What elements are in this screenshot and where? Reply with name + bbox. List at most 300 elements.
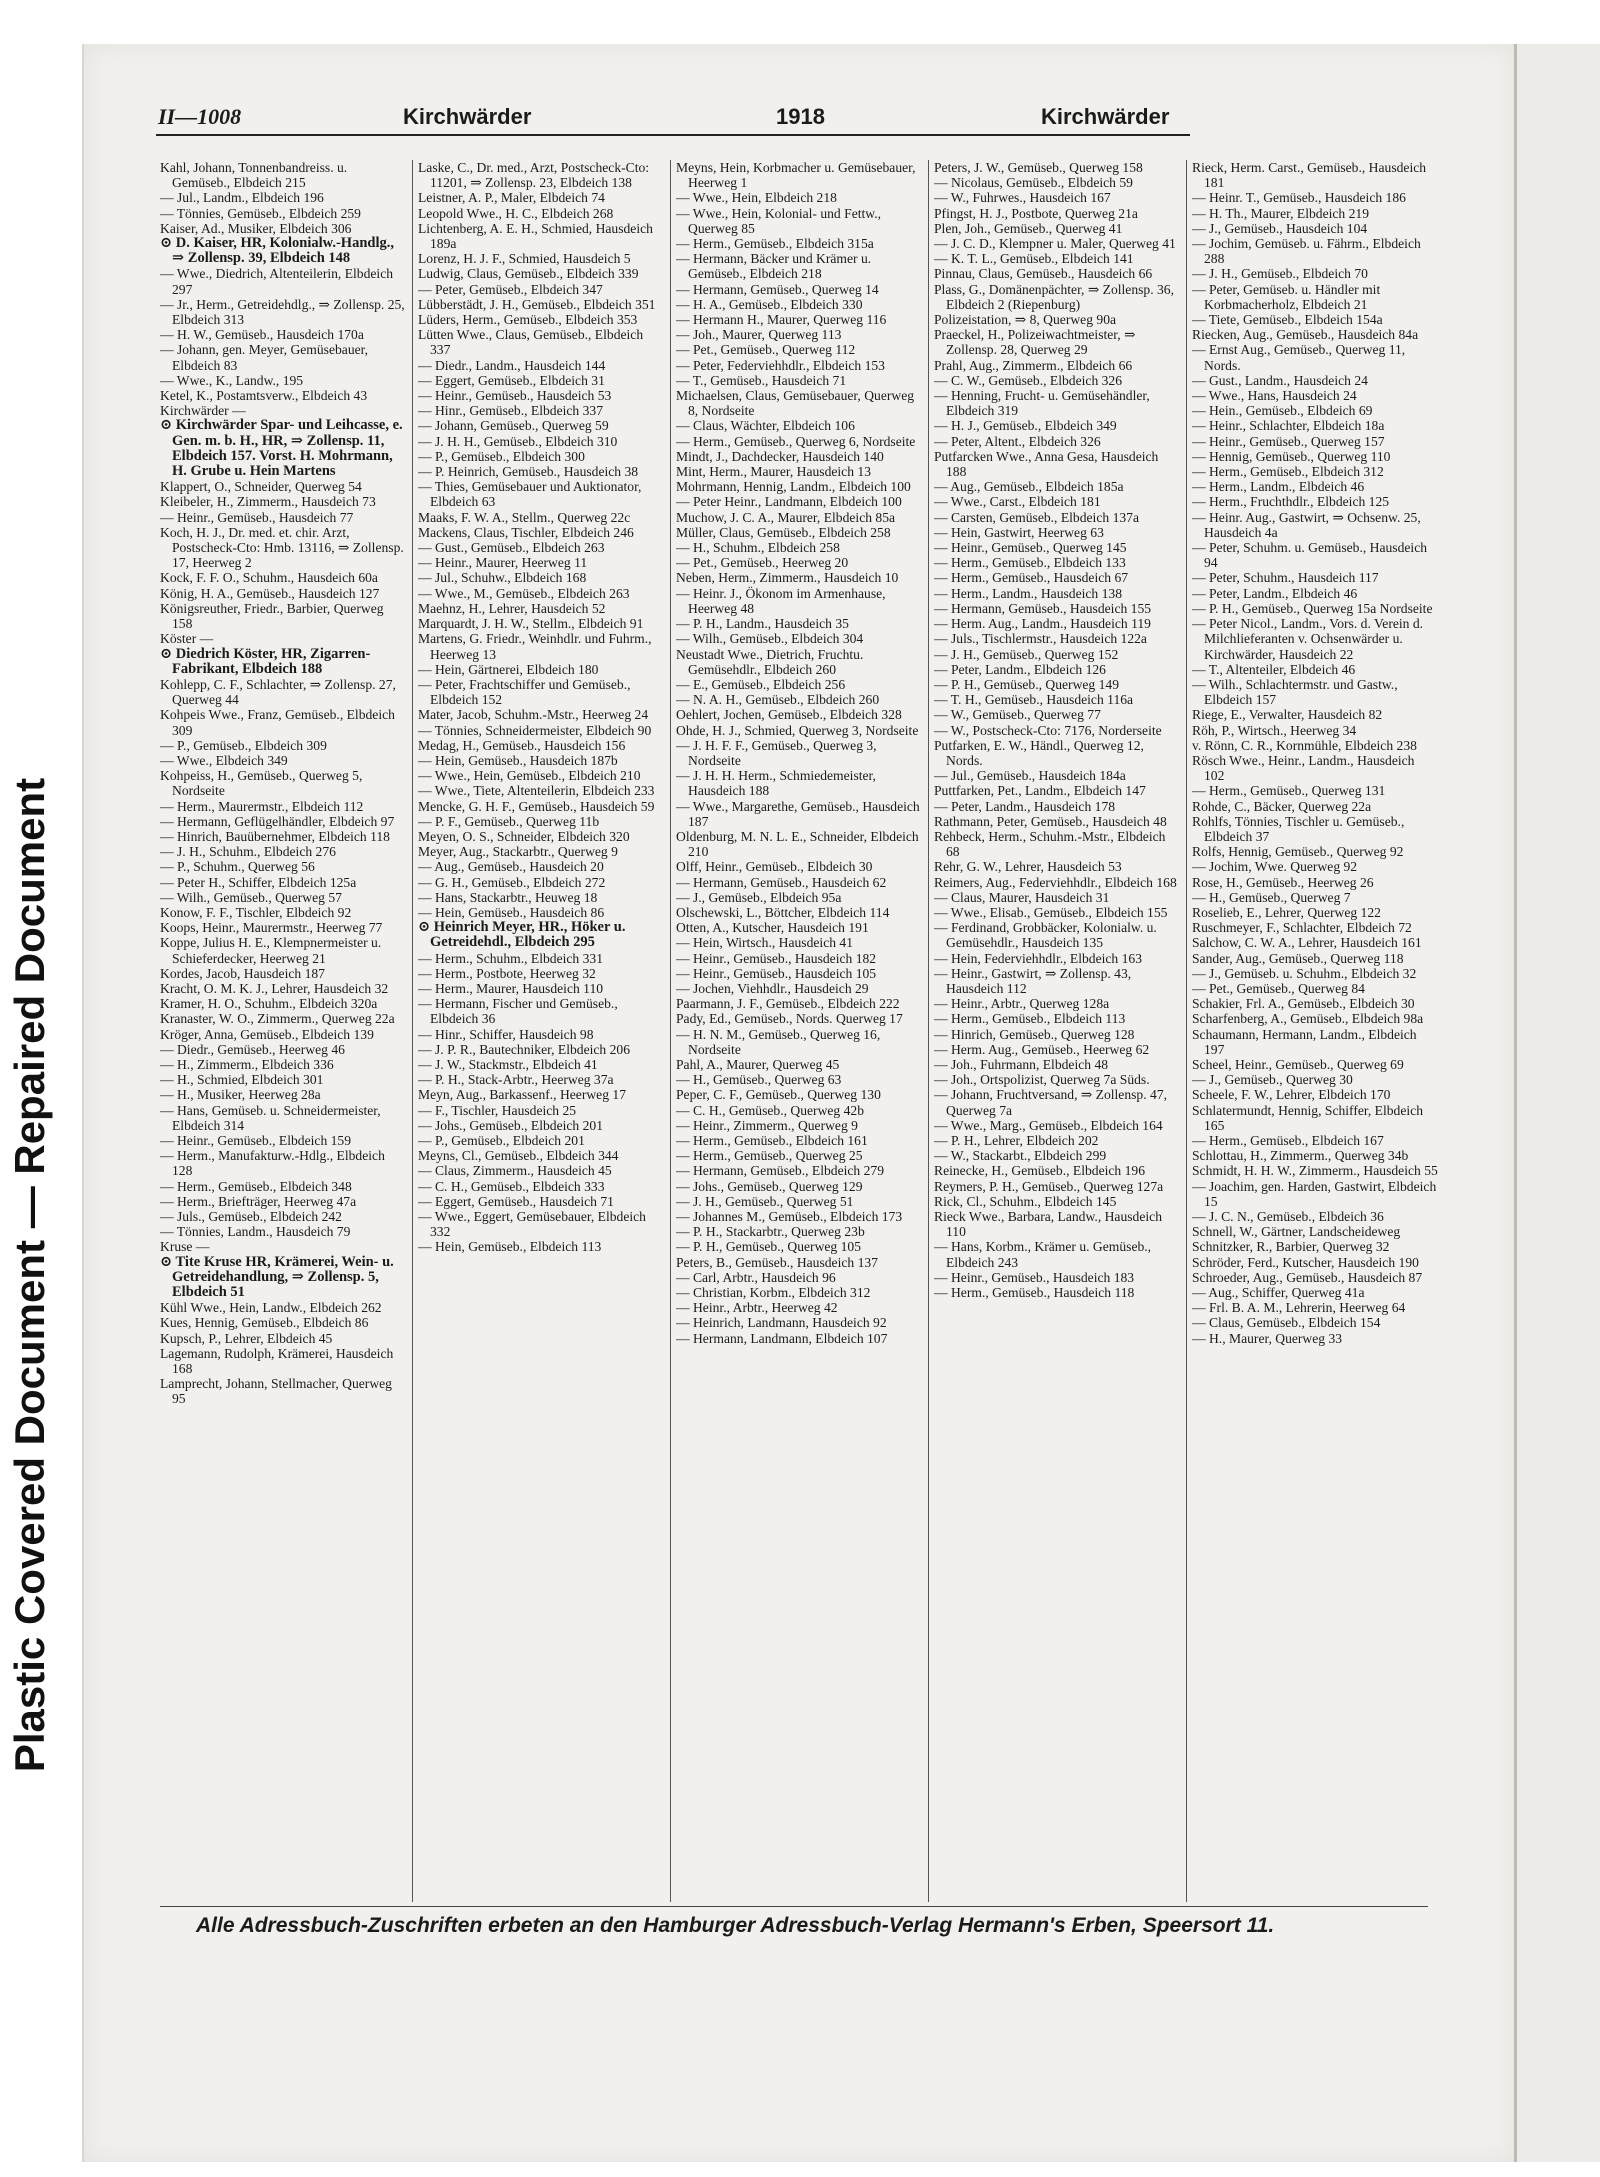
directory-entry: — J. P. R., Bautechniker, Elbdeich 206 — [418, 1041, 631, 1057]
directory-entry: — Diedr., Gemüseb., Heerweg 46 — [160, 1041, 345, 1057]
directory-entry: Maehnz, H., Lehrer, Hausdeich 52 — [418, 600, 606, 616]
directory-entry: — Nicolaus, Gemüseb., Elbdeich 59 — [934, 175, 1133, 191]
directory-entry: — T. H., Gemüseb., Hausdeich 116a — [934, 692, 1134, 708]
directory-entry: — Jul., Landm., Elbdeich 196 — [160, 190, 324, 206]
directory-entry: — Gust., Landm., Hausdeich 24 — [1192, 372, 1368, 388]
directory-entry: — Herm., Maurer, Hausdeich 110 — [418, 980, 604, 996]
directory-entry: — Heinr., Gemüseb., Hausdeich 183 — [934, 1269, 1135, 1285]
directory-entry: Pinnau, Claus, Gemüseb., Hausdeich 66 — [934, 266, 1153, 282]
directory-entry: — Johann, gen. Meyer, Gemüsebauer, Elbdeich 83 — [160, 342, 369, 373]
directory-entry: — Ernst Aug., Gemüseb., Querweg 11, Nords. — [1192, 342, 1406, 373]
directory-entry: — Wwe., Hein, Kolonial- und Fettw., Querweg 85 — [676, 205, 882, 236]
directory-entry: — Johs., Gemüseb., Querweg 129 — [676, 1178, 863, 1194]
directory-entry: — Heinr., Gemüseb., Hausdeich 53 — [418, 388, 612, 404]
directory-entry: — C. H., Gemüseb., Elbdeich 333 — [418, 1178, 605, 1194]
directory-entry: Kordes, Jacob, Hausdeich 187 — [160, 965, 325, 981]
directory-entry: — J., Gemüseb., Hausdeich 104 — [1192, 220, 1368, 236]
directory-entry: Pfingst, H. J., Postbote, Querweg 21a — [934, 205, 1138, 221]
directory-entry: Sander, Aug., Gemüseb., Querweg 118 — [1192, 950, 1404, 966]
directory-entry: Mindt, J., Dachdecker, Hausdeich 140 — [676, 448, 884, 464]
directory-entry: Medag, H., Gemüseb., Hausdeich 156 — [418, 737, 626, 753]
directory-entry: ⊙ Tite Kruse HR, Krämerei, Wein- u. Getreidehandlung, ⇒ Zollensp. 5, Elbdeich 51 — [160, 1253, 394, 1301]
directory-entry: König, H. A., Gemüseb., Hausdeich 127 — [160, 585, 380, 601]
directory-entry: — K. T. L., Gemüseb., Elbdeich 141 — [934, 251, 1134, 267]
directory-entry: — Wilh., Gemüseb., Querweg 57 — [160, 889, 342, 905]
directory-entry: — W., Fuhrwes., Hausdeich 167 — [934, 190, 1111, 206]
directory-entry: Rohde, C., Bäcker, Querweg 22a — [1192, 798, 1372, 814]
directory-entry: Otten, A., Kutscher, Hausdeich 191 — [676, 920, 869, 936]
side-stamp-text: Plastic Covered Document — Repaired Document — [6, 777, 53, 1773]
directory-entry: — Herm., Gemüseb., Elbdeich 348 — [160, 1178, 352, 1194]
directory-entry: Lüders, Herm., Gemüseb., Elbdeich 353 — [418, 312, 638, 328]
directory-entry: — Pet., Gemüseb., Heerweg 20 — [676, 555, 849, 571]
directory-entry: ⊙ Diedrich Köster, HR, Zigarren-Fabrikant, Elbdeich 188 — [160, 645, 371, 677]
directory-entry: — P. F., Gemüseb., Querweg 11b — [418, 813, 600, 829]
directory-entry: — Juls., Gemüseb., Elbdeich 242 — [160, 1209, 342, 1225]
directory-entry: Rose, H., Gemüseb., Heerweg 26 — [1192, 874, 1374, 890]
directory-entry: Königsreuther, Friedr., Barbier, Querweg 158 — [160, 600, 384, 632]
directory-entry: — W., Stackarbt., Elbdeich 299 — [934, 1148, 1107, 1164]
column-divider — [928, 160, 929, 1902]
directory-entry: — Herm., Gemüseb., Querweg 25 — [676, 1148, 863, 1164]
directory-entry: — Diedr., Landm., Hausdeich 144 — [418, 357, 606, 373]
directory-entry: — Juls., Tischlermstr., Hausdeich 122a — [934, 631, 1147, 647]
directory-entry: — Herm., Landm., Elbdeich 46 — [1192, 479, 1365, 495]
directory-entry: — J., Gemüseb., Querweg 30 — [1192, 1072, 1353, 1088]
directory-entry: — Heinr., Zimmerm., Querweg 9 — [676, 1117, 858, 1133]
directory-entry: — Wwe., Hans, Hausdeich 24 — [1192, 388, 1357, 404]
directory-entry: — Wwe., Tiete, Altenteilerin, Elbdeich 233 — [418, 783, 655, 799]
directory-entry: Kock, F. F. O., Schuhm., Hausdeich 60a — [160, 570, 378, 586]
directory-entry: — W., Postscheck-Cto: 7176, Norderseite — [934, 722, 1162, 738]
directory-entry: Lamprecht, Johann, Stellmacher, Querweg 95 — [160, 1376, 392, 1407]
directory-entry: — Wwe., Elbdeich 349 — [160, 752, 288, 768]
directory-entry: — Heinr., Gemüseb., Hausdeich 182 — [676, 950, 877, 966]
directory-entry: — Herm., Landm., Hausdeich 138 — [934, 585, 1123, 601]
directory-entry: Kranaster, W. O., Zimmerm., Querweg 22a — [160, 1011, 395, 1027]
directory-entry: — Eggert, Gemüseb., Elbdeich 31 — [418, 372, 605, 388]
directory-entry: — Tönnies, Landm., Hausdeich 79 — [160, 1224, 351, 1240]
directory-entry: — H. W., Gemüseb., Hausdeich 170a — [160, 327, 364, 343]
directory-entry: Köster — — [160, 631, 214, 647]
directory-entry: — Hein, Wirtsch., Hausdeich 41 — [676, 935, 854, 951]
next-page-edge — [1514, 44, 1600, 2162]
directory-entry: Schnell, W., Gärtner, Landscheideweg — [1192, 1224, 1401, 1240]
directory-entry: — H. N. M., Gemüseb., Querweg 16, Nordseite — [676, 1026, 881, 1057]
directory-entry: Putfarcken Wwe., Anna Gesa, Hausdeich 188 — [934, 448, 1159, 480]
directory-entry: Rieck Wwe., Barbara, Landw., Hausdeich 110 — [934, 1209, 1162, 1240]
directory-entry: Laske, C., Dr. med., Arzt, Postscheck-Cto: 11201, ⇒ Zollensp. 23, Elbdeich 138 — [418, 160, 650, 191]
footer-notice: Alle Adressbuch-Zuschriften erbeten an den Hamburger Adressbuch-Verlag Hermann's Erben, Speersort 11. — [196, 1914, 1275, 1937]
directory-entry: v. Rönn, C. R., Kornmühle, Elbdeich 238 — [1192, 737, 1417, 753]
directory-entry: — Gust., Gemüseb., Elbdeich 263 — [418, 540, 605, 556]
directory-entry: — Hinr., Schiffer, Hausdeich 98 — [418, 1026, 594, 1042]
directory-entry: Mater, Jacob, Schuhm.-Mstr., Heerweg 24 — [418, 707, 649, 723]
directory-entry: — J., Gemüseb. u. Schuhm., Elbdeich 32 — [1192, 965, 1417, 981]
directory-entry: — Wwe., Diedrich, Altenteilerin, Elbdeich 297 — [160, 266, 394, 297]
directory-entry: — Claus, Wächter, Elbdeich 106 — [676, 418, 855, 434]
directory-entry: — Wwe., M., Gemüseb., Elbdeich 263 — [418, 585, 630, 601]
directory-entry: Kahl, Johann, Tonnenbandreiss. u. Gemüseb., Elbdeich 215 — [160, 160, 348, 191]
directory-entry: Kupsch, P., Lehrer, Elbdeich 45 — [160, 1330, 333, 1346]
directory-entry: Rösch Wwe., Heinr., Landm., Hausdeich 102 — [1192, 752, 1415, 784]
directory-entry: — Peter, Gemüseb., Elbdeich 347 — [418, 281, 603, 297]
directory-entry: Rick, Cl., Schuhm., Elbdeich 145 — [934, 1193, 1117, 1209]
directory-entry: — H. J., Gemüseb., Elbdeich 349 — [934, 418, 1117, 434]
directory-entry: — Jochen, Viehhdlr., Hausdeich 29 — [676, 980, 869, 996]
directory-entry: — Henning, Frucht- u. Gemüsehändler, Elbdeich 319 — [934, 388, 1150, 419]
directory-entry: — Jr., Herm., Getreidehdlg., ⇒ Zollensp. 25, Elbdeich 313 — [160, 296, 405, 328]
directory-entry: — Wwe., Carst., Elbdeich 181 — [934, 494, 1101, 510]
column-divider — [1186, 160, 1187, 1902]
directory-entry: — Johannes M., Gemüseb., Elbdeich 173 — [676, 1209, 903, 1225]
directory-entry: — J. H. H., Gemüseb., Elbdeich 310 — [418, 433, 618, 449]
directory-entry: — P. H., Gemüseb., Querweg 15a Nordseite — [1192, 600, 1433, 616]
directory-entry: — J. H., Gemüseb., Elbdeich 70 — [1192, 266, 1368, 282]
directory-entry: — Joh., Maurer, Querweg 113 — [676, 327, 842, 343]
directory-entry: — P., Gemüseb., Elbdeich 309 — [160, 737, 327, 753]
directory-entry: — F., Tischler, Hausdeich 25 — [418, 1102, 577, 1118]
directory-entry: — Hans, Gemüseb. u. Schneidermeister, Elbdeich 314 — [160, 1102, 381, 1133]
directory-entry: Peters, J. W., Gemüseb., Querweg 158 — [934, 160, 1143, 175]
directory-entry: Neben, Herm., Zimmerm., Hausdeich 10 — [676, 570, 899, 586]
directory-entry: — Peter, Landm., Elbdeich 46 — [1192, 585, 1358, 601]
directory-entry: Oehlert, Jochen, Gemüseb., Elbdeich 328 — [676, 707, 902, 723]
directory-entry: Kröger, Anna, Gemüseb., Elbdeich 139 — [160, 1026, 374, 1042]
directory-entry: Paarmann, J. F., Gemüseb., Elbdeich 222 — [676, 996, 900, 1012]
directory-entry: Röh, P., Wirtsch., Heerweg 34 — [1192, 722, 1357, 738]
directory-entry: Polizeistation, ⇒ 8, Querweg 90a — [934, 312, 1117, 328]
directory-entry: — Jul., Gemüseb., Hausdeich 184a — [934, 768, 1126, 784]
directory-entry: — Hermann, Landmann, Elbdeich 107 — [676, 1330, 888, 1346]
directory-entry: — Hermann, Gemüseb., Hausdeich 62 — [676, 874, 887, 890]
directory-entry: Michaelsen, Claus, Gemüsebauer, Querweg 8, Nordseite — [676, 388, 915, 419]
directory-entry: — Heinr., Schlachter, Elbdeich 18a — [1192, 418, 1385, 434]
directory-entry: — Peter, Frachtschiffer und Gemüseb., Elbdeich 152 — [418, 676, 631, 708]
directory-entry: — Peter, Schuhm. u. Gemüseb., Hausdeich 94 — [1192, 540, 1428, 571]
directory-entry: Oldenburg, M. N. L. E., Schneider, Elbdeich 210 — [676, 828, 919, 860]
directory-entry: — Joh., Fuhrmann, Elbdeich 48 — [934, 1056, 1109, 1072]
column-divider — [412, 160, 413, 1902]
directory-entry: — Peter, Landm., Hausdeich 178 — [934, 798, 1116, 814]
directory-entry: — Claus, Gemüseb., Elbdeich 154 — [1192, 1315, 1381, 1331]
directory-entry: Kramer, H. O., Schuhm., Elbdeich 320a — [160, 996, 378, 1012]
directory-entry: Ruschmeyer, F., Schlachter, Elbdeich 72 — [1192, 920, 1412, 936]
directory-entry: Schaumann, Hermann, Landm., Elbdeich 197 — [1192, 1026, 1417, 1057]
directory-entry: Mencke, G. H. F., Gemüseb., Hausdeich 59 — [418, 798, 655, 814]
directory-entry: Ohde, H. J., Schmied, Querweg 3, Nordseite — [676, 722, 919, 738]
directory-entry: Roselieb, E., Lehrer, Querweg 122 — [1192, 904, 1381, 920]
directory-entry: — W., Gemüseb., Querweg 77 — [934, 707, 1101, 723]
directory-entry: — Heinr., Gemüseb., Querweg 145 — [934, 540, 1127, 556]
directory-entry: Lagemann, Rudolph, Krämerei, Hausdeich 168 — [160, 1345, 394, 1377]
directory-entry: Kohpeiss, H., Gemüseb., Querweg 5, Nordseite — [160, 768, 363, 799]
directory-entry: Kaiser, Ad., Musiker, Elbdeich 306 — [160, 220, 352, 236]
directory-entry: — P. H., Stack-Arbtr., Heerweg 37a — [418, 1072, 614, 1088]
directory-entry: — Heinr., Maurer, Heerweg 11 — [418, 555, 588, 571]
directory-entry: — T., Gemüseb., Hausdeich 71 — [676, 372, 847, 388]
directory-entry: — Herm., Gemüseb., Querweg 131 — [1192, 783, 1386, 799]
directory-columns — [160, 160, 1438, 1902]
directory-entry: — Heinr. J., Ökonom im Armenhause, Heerweg 48 — [676, 585, 886, 616]
directory-entry: — Peter H., Schiffer, Elbdeich 125a — [160, 874, 357, 890]
directory-entry: — Peter, Landm., Elbdeich 126 — [934, 661, 1106, 677]
directory-entry: Leistner, A. P., Maler, Elbdeich 74 — [418, 190, 605, 206]
directory-entry: — Heinrich, Landmann, Hausdeich 92 — [676, 1315, 887, 1331]
directory-entry: — Hermann, Geflügelhändler, Elbdeich 97 — [160, 813, 395, 829]
directory-entry: Kruse — — [160, 1239, 210, 1255]
directory-entry: Olff, Heinr., Gemüseb., Elbdeich 30 — [676, 859, 873, 875]
directory-entry: — Hennig, Gemüseb., Querweg 110 — [1192, 448, 1391, 464]
directory-entry: — P. Heinrich, Gemüseb., Hausdeich 38 — [418, 464, 639, 480]
directory-entry: Ketel, K., Postamtsverw., Elbdeich 43 — [160, 388, 368, 404]
directory-entry: — Hein, Gärtnerei, Elbdeich 180 — [418, 661, 599, 677]
directory-entry: Scharfenberg, A., Gemüseb., Elbdeich 98a — [1192, 1011, 1424, 1027]
directory-entry: Kirchwärder — — [160, 403, 246, 419]
directory-entry: — J. C. D., Klempner u. Maler, Querweg 41 — [934, 236, 1176, 252]
directory-entry: — Herm. Aug., Landm., Hausdeich 119 — [934, 616, 1151, 632]
directory-entry: — Peter, Schuhm., Hausdeich 117 — [1192, 570, 1379, 586]
directory-entry: — Herm., Briefträger, Heerweg 47a — [160, 1193, 357, 1209]
directory-entry: — J. H., Gemüseb., Querweg 152 — [934, 646, 1119, 662]
directory-entry: — Heinr. T., Gemüseb., Hausdeich 186 — [1192, 190, 1406, 206]
directory-entry: — Tönnies, Gemüseb., Elbdeich 259 — [160, 205, 361, 221]
directory-entry: Müller, Claus, Gemüseb., Elbdeich 258 — [676, 524, 891, 540]
directory-entry: — Herm., Gemüseb., Hausdeich 118 — [934, 1285, 1135, 1301]
directory-entry: — Pet., Gemüseb., Querweg 112 — [676, 342, 856, 358]
directory-entry: Kues, Hennig, Gemüseb., Elbdeich 86 — [160, 1315, 369, 1331]
directory-entry: Koops, Heinr., Maurermstr., Heerweg 77 — [160, 920, 383, 936]
directory-entry: — P. H., Landm., Hausdeich 35 — [676, 616, 849, 632]
directory-entry: — Eggert, Gemüseb., Hausdeich 71 — [418, 1193, 614, 1209]
directory-entry: — H., Musiker, Heerweg 28a — [160, 1087, 321, 1103]
column-5 — [1192, 160, 1438, 1902]
directory-entry: — Heinr., Gemüseb., Hausdeich 77 — [160, 509, 354, 525]
directory-entry: — Wilh., Gemüseb., Elbdeich 304 — [676, 631, 864, 647]
directory-entry: Putfarken, E. W., Händl., Querweg 12, Nords. — [934, 737, 1144, 768]
directory-entry: — Claus, Zimmerm., Hausdeich 45 — [418, 1163, 612, 1179]
directory-entry: — H., Gemüseb., Querweg 7 — [1192, 889, 1351, 905]
directory-entry: — Hein, Gastwirt, Heerweg 63 — [934, 524, 1104, 540]
directory-entry: Lorenz, H. J. F., Schmied, Hausdeich 5 — [418, 251, 631, 267]
directory-entry: Schroeder, Aug., Gemüseb., Hausdeich 87 — [1192, 1269, 1423, 1285]
directory-entry: Olschewski, L., Böttcher, Elbdeich 114 — [676, 904, 890, 920]
directory-entry: — Herm., Fruchthdlr., Elbdeich 125 — [1192, 494, 1390, 510]
directory-entry: Meyns, Cl., Gemüseb., Elbdeich 344 — [418, 1148, 619, 1164]
directory-entry: — Johs., Gemüseb., Elbdeich 201 — [418, 1117, 604, 1133]
directory-entry: Kohpeis Wwe., Franz, Gemüseb., Elbdeich 309 — [160, 707, 395, 738]
directory-entry: — P. H., Lehrer, Elbdeich 202 — [934, 1133, 1099, 1148]
directory-entry: — Herm., Gemüseb., Elbdeich 167 — [1192, 1133, 1384, 1148]
column-4 — [934, 160, 1180, 1902]
directory-entry: Schnitzker, R., Barbier, Querweg 32 — [1192, 1239, 1390, 1255]
directory-entry: Peters, B., Gemüseb., Hausdeich 137 — [676, 1254, 878, 1270]
directory-entry: — Hein, Federviehhdlr., Elbdeich 163 — [934, 950, 1143, 966]
directory-entry: Plen, Joh., Gemüseb., Querweg 41 — [934, 220, 1123, 236]
directory-entry: — Hermann, Gemüseb., Elbdeich 279 — [676, 1163, 885, 1179]
directory-entry: — Herm., Schuhm., Elbdeich 331 — [418, 950, 603, 966]
directory-entry: — Hinrich, Gemüseb., Querweg 128 — [934, 1026, 1135, 1042]
directory-entry: — Herm., Gemüseb., Elbdeich 161 — [676, 1133, 868, 1148]
directory-entry: Kühl Wwe., Hein, Landw., Elbdeich 262 — [160, 1300, 382, 1316]
directory-entry: — Thies, Gemüsebauer und Auktionator, Elbdeich 63 — [418, 479, 642, 510]
directory-entry: — H., Gemüseb., Querweg 63 — [676, 1072, 842, 1088]
directory-entry: — P. H., Gemüseb., Querweg 149 — [934, 676, 1120, 692]
directory-entry: — Peter, Altent., Elbdeich 326 — [934, 433, 1101, 449]
directory-entry: — Hermann, Gemüseb., Hausdeich 155 — [934, 600, 1152, 616]
directory-entry: — J. H. F. F., Gemüseb., Querweg 3, Nordseite — [676, 737, 877, 768]
directory-entry: — Hermann, Bäcker und Krämer u. Gemüseb., Elbdeich 218 — [676, 251, 872, 282]
directory-entry: — H., Zimmerm., Elbdeich 336 — [160, 1056, 334, 1072]
directory-entry: — Hein, Gemüseb., Hausdeich 187b — [418, 752, 618, 768]
directory-entry: — Hein, Gemüseb., Elbdeich 113 — [418, 1239, 602, 1255]
directory-entry: Konow, F. F., Tischler, Elbdeich 92 — [160, 904, 352, 920]
directory-entry: Salchow, C. W. A., Lehrer, Hausdeich 161 — [1192, 935, 1422, 951]
directory-entry: ⊙ D. Kaiser, HR, Kolonialw.-Handlg., ⇒ Zollensp. 39, Elbdeich 148 — [160, 235, 394, 267]
directory-entry: Schlottau, H., Zimmerm., Querweg 34b — [1192, 1148, 1409, 1164]
directory-entry: Lichtenberg, A. E. H., Schmied, Hausdeich 189a — [418, 220, 653, 252]
directory-entry: — P., Schuhm., Querweg 56 — [160, 859, 315, 875]
directory-entry: — Jul., Schuhw., Elbdeich 168 — [418, 570, 587, 586]
directory-entry: — Peter, Federviehhdlr., Elbdeich 153 — [676, 357, 885, 373]
directory-entry: Koppe, Julius H. E., Klempnermeister u. Schieferdecker, Heerweg 21 — [160, 935, 382, 966]
directory-entry: — Wilh., Schlachtermstr. und Gastw., Elbdeich 157 — [1192, 676, 1398, 708]
page-header — [86, 104, 1176, 134]
column-3 — [676, 160, 922, 1902]
directory-entry: Meyn, Aug., Barkassenf., Heerweg 17 — [418, 1087, 627, 1103]
directory-entry: — Hans, Korbm., Krämer u. Gemüseb., Elbdeich 243 — [934, 1239, 1152, 1270]
directory-entry: — Hinr., Gemüseb., Elbdeich 337 — [418, 403, 603, 419]
directory-entry: Scheel, Heinr., Gemüseb., Querweg 69 — [1192, 1056, 1404, 1072]
directory-entry: Pady, Ed., Gemüseb., Nords. Querweg 17 — [676, 1011, 903, 1027]
directory-entry: Reinecke, H., Gemüseb., Elbdeich 196 — [934, 1163, 1146, 1179]
page-number: II—1008 — [158, 104, 242, 129]
directory-entry: — Herm., Maurermstr., Elbdeich 112 — [160, 798, 364, 814]
directory-entry: Muchow, J. C. A., Maurer, Elbdeich 85a — [676, 509, 896, 525]
directory-entry: — Herm., Gemüseb., Elbdeich 113 — [934, 1011, 1126, 1027]
directory-entry: Koch, H. J., Dr. med. et. chir. Arzt, Postscheck-Cto: Hmb. 13116, ⇒ Zollensp. 17, Heerweg 2 — [160, 524, 404, 571]
directory-entry: Rohlfs, Tönnies, Tischler u. Gemüseb., Elbdeich 37 — [1192, 813, 1405, 844]
directory-entry: Schlatermundt, Hennig, Schiffer, Elbdeich 165 — [1192, 1102, 1423, 1133]
directory-entry: — Aug., Gemüseb., Elbdeich 185a — [934, 479, 1124, 495]
directory-entry: — J. H., Gemüseb., Querweg 51 — [676, 1193, 854, 1209]
directory-entry: — Hermann, Gemüseb., Querweg 14 — [676, 281, 879, 297]
directory-entry: — Herm., Gemüseb., Querweg 6, Nordseite — [676, 433, 916, 449]
directory-entry: — Peter Heinr., Landmann, Elbdeich 100 — [676, 494, 902, 510]
directory-entry: — Herm., Gemüseb., Elbdeich 315a — [676, 236, 874, 252]
directory-entry: ⊙ Heinrich Meyer, HR., Höker u. Getreidehdl., Elbdeich 295 — [418, 919, 626, 951]
directory-entry: — Hein., Gemüseb., Elbdeich 69 — [1192, 403, 1373, 419]
directory-entry: — Peter, Gemüseb. u. Händler mit Korbmacherholz, Elbdeich 21 — [1192, 281, 1381, 312]
directory-entry: Rehbeck, Herm., Schuhm.-Mstr., Elbdeich 68 — [934, 828, 1166, 860]
directory-entry: Mint, Herm., Maurer, Hausdeich 13 — [676, 464, 872, 480]
directory-entry: — J. W., Stackmstr., Elbdeich 41 — [418, 1056, 598, 1072]
directory-entry: — P., Gemüseb., Elbdeich 300 — [418, 448, 585, 464]
directory-entry: — C. W., Gemüseb., Elbdeich 326 — [934, 372, 1123, 388]
directory-entry: — Herm., Gemüseb., Elbdeich 133 — [934, 555, 1126, 571]
directory-entry: — P. H., Gemüseb., Querweg 105 — [676, 1239, 862, 1255]
directory-entry: Praeckel, H., Polizeiwachtmeister, ⇒ Zollensp. 28, Querweg 29 — [934, 327, 1136, 358]
directory-entry: — Aug., Gemüseb., Hausdeich 20 — [418, 859, 604, 875]
directory-entry: Marquardt, J. H. W., Stellm., Elbdeich 91 — [418, 616, 644, 632]
directory-entry: — H. A., Gemüseb., Elbdeich 330 — [676, 296, 863, 312]
directory-entry: Kracht, O. M. K. J., Lehrer, Hausdeich 32 — [160, 980, 389, 996]
directory-entry: — Frl. B. A. M., Lehrerin, Heerweg 64 — [1192, 1300, 1406, 1316]
directory-entry: Ludwig, Claus, Gemüseb., Elbdeich 339 — [418, 266, 639, 282]
directory-entry: — Aug., Schiffer, Querweg 41a — [1192, 1285, 1365, 1301]
directory-entry: Rieck, Herm. Carst., Gemüseb., Hausdeich 181 — [1192, 160, 1427, 191]
directory-entry: — Heinr., Gastwirt, ⇒ Zollensp. 43, Hausdeich 112 — [934, 965, 1132, 996]
directory-entry: Neustadt Wwe., Dietrich, Fruchtu. Gemüsehdlr., Elbdeich 260 — [676, 646, 864, 677]
side-stamp — [0, 400, 60, 2177]
directory-entry: Schröder, Ferd., Kutscher, Hausdeich 190 — [1192, 1254, 1419, 1270]
directory-entry: — Johann, Fruchtversand, ⇒ Zollensp. 47, Querweg 7a — [934, 1087, 1168, 1118]
directory-entry: — Ferdinand, Grobbäcker, Kolonialw. u. Gemüsehdlr., Hausdeich 135 — [934, 920, 1157, 951]
directory-entry: — J. H., Schuhm., Elbdeich 276 — [160, 844, 336, 860]
directory-entry: — Wwe., K., Landw., 195 — [160, 372, 304, 388]
directory-entry: — H., Schuhm., Elbdeich 258 — [676, 540, 840, 556]
header-place-left: Kirchwärder — [403, 104, 532, 129]
directory-entry: Reimers, Aug., Federviehhdlr., Elbdeich 168 — [934, 874, 1177, 890]
directory-entry: — Jochim, Wwe. Querweg 92 — [1192, 859, 1358, 875]
directory-entry: — Herm., Gemüseb., Elbdeich 312 — [1192, 464, 1384, 480]
directory-entry: — Christian, Korbm., Elbdeich 312 — [676, 1285, 871, 1301]
directory-entry: — T., Altenteiler, Elbdeich 46 — [1192, 661, 1356, 677]
directory-entry: Schmidt, H. H. W., Zimmerm., Hausdeich 55 — [1192, 1163, 1438, 1179]
directory-entry: Rehr, G. W., Lehrer, Hausdeich 53 — [934, 859, 1122, 875]
directory-entry: — P. H., Stackarbtr., Querweg 23b — [676, 1224, 865, 1240]
column-divider — [670, 160, 671, 1902]
directory-entry: — Hein, Gemüseb., Hausdeich 86 — [418, 904, 605, 920]
directory-entry: — Peter Nicol., Landm., Vors. d. Verein d. Milchlieferanten v. Ochsenwärder u. Kirchwärder, Hausdeich 22 — [1192, 616, 1424, 662]
directory-entry: — Carl, Arbtr., Hausdeich 96 — [676, 1269, 836, 1285]
directory-entry: Mackens, Claus, Tischler, Elbdeich 246 — [418, 524, 634, 540]
directory-entry: — Jochim, Gemüseb. u. Fährm., Elbdeich 288 — [1192, 236, 1421, 267]
header-place-right: Kirchwärder — [1041, 104, 1170, 129]
directory-entry: — J. C. N., Gemüseb., Elbdeich 36 — [1192, 1209, 1384, 1225]
directory-entry: — Heinr., Arbtr., Heerweg 42 — [676, 1300, 838, 1316]
directory-entry: Mohrmann, Hennig, Landm., Elbdeich 100 — [676, 479, 911, 495]
header-year: 1918 — [776, 104, 825, 129]
directory-entry: Rolfs, Hennig, Gemüseb., Querweg 92 — [1192, 844, 1404, 860]
directory-entry: — Hermann H., Maurer, Querweg 116 — [676, 312, 887, 328]
directory-entry: Schakier, Frl. A., Gemüseb., Elbdeich 30 — [1192, 996, 1415, 1012]
directory-entry: — Joachim, gen. Harden, Gastwirt, Elbdeich 15 — [1192, 1178, 1437, 1209]
directory-entry: Prahl, Aug., Zimmerm., Elbdeich 66 — [934, 357, 1133, 373]
directory-entry: — Heinr., Gemüseb., Querweg 157 — [1192, 433, 1385, 449]
directory-entry: — Heinr., Gemüseb., Elbdeich 159 — [160, 1133, 352, 1148]
directory-entry: — Wwe., Hein, Gemüseb., Elbdeich 210 — [418, 768, 641, 784]
directory-entry: Meyns, Hein, Korbmacher u. Gemüsebauer, Heerweg 1 — [676, 160, 916, 191]
directory-entry: — Claus, Maurer, Hausdeich 31 — [934, 889, 1110, 905]
directory-entry: — Herm., Manufakturw.-Hdlg., Elbdeich 128 — [160, 1148, 385, 1179]
directory-entry: — G. H., Gemüseb., Elbdeich 272 — [418, 874, 606, 890]
directory-entry: — H., Maurer, Querweg 33 — [1192, 1330, 1343, 1346]
directory-entry: Maaks, F. W. A., Stellm., Querweg 22c — [418, 509, 631, 525]
directory-entry: — H., Schmied, Elbdeich 301 — [160, 1072, 324, 1088]
directory-entry: Leopold Wwe., H. C., Elbdeich 268 — [418, 205, 614, 221]
header-rule — [156, 134, 1190, 136]
directory-entry: Riege, E., Verwalter, Hausdeich 82 — [1192, 707, 1383, 723]
directory-entry: — Johann, Gemüseb., Querweg 59 — [418, 418, 609, 434]
directory-entry: Puttfarken, Pet., Landm., Elbdeich 147 — [934, 783, 1146, 799]
footer-rule — [160, 1906, 1428, 1907]
directory-entry: — Heinr., Arbtr., Querweg 128a — [934, 996, 1110, 1012]
directory-entry: — Wwe., Eggert, Gemüsebauer, Elbdeich 332 — [418, 1209, 646, 1240]
directory-entry: — H. Th., Maurer, Elbdeich 219 — [1192, 205, 1370, 221]
directory-entry: — Heinr., Gemüseb., Hausdeich 105 — [676, 965, 877, 981]
directory-entry: Pahl, A., Maurer, Querweg 45 — [676, 1056, 840, 1072]
